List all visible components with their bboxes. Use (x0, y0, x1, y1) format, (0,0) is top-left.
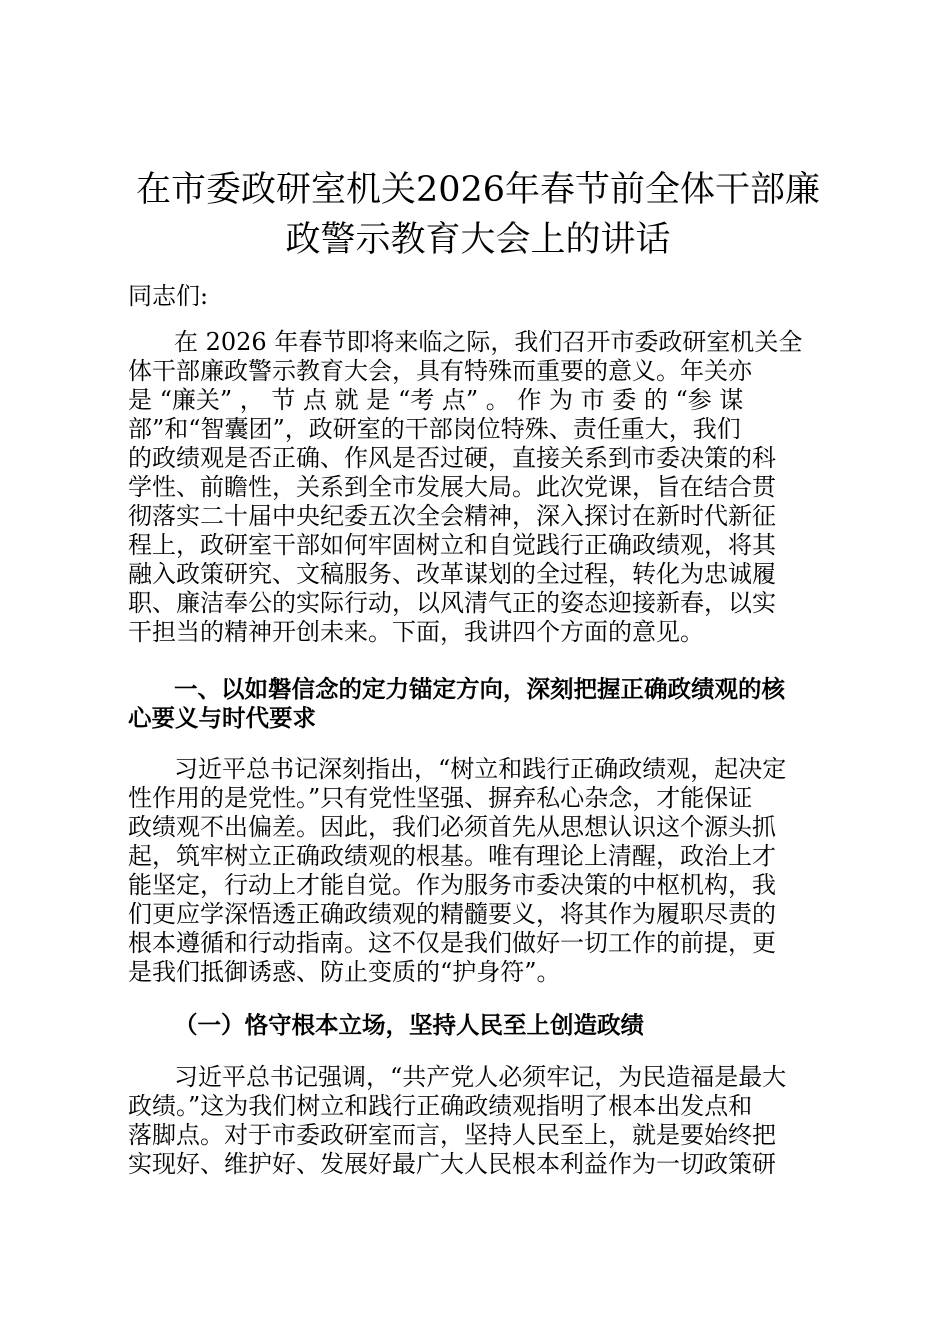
text-line: 的政绩观是否正确、作风是否过硬，直接关系到市委决策的科 (128, 444, 776, 472)
text-line: 能坚定，行动上才能自觉。作为服务市委决策的中枢机构，我 (128, 871, 776, 899)
text-line: 习近平总书记深刻指出，“树立和践行正确政绩观，起决定 (174, 755, 787, 783)
section-heading (128, 675, 828, 733)
title-line: 政警示教育大会上的讲话 (285, 220, 671, 260)
subsection-heading: （一）恪守根本立场，坚持人民至上创造政绩 (174, 1011, 644, 1039)
text-line: 干担当的精神开创未来。下面，我讲四个方面的意见。 (128, 618, 704, 646)
salutation: 同志们: (128, 282, 209, 310)
text-line: 彻落实二十届中央纪委五次全会精神，深入探讨在新时代新征 (128, 502, 776, 530)
text-line: 落脚点。对于市委政研室而言，坚持人民至上，就是要始终把 (128, 1121, 776, 1149)
text-line: 程上，政研室干部如何牢固树立和自觉践行正确政绩观，将其 (128, 531, 776, 559)
heading-line: 心要义与时代要求 (128, 704, 316, 732)
text-line: 在 2026 年春节即将来临之际，我们召开市委政研室机关全 (174, 328, 803, 356)
text-line: 部”和“智囊团”，政研室的干部岗位特殊、责任重大，我们 (128, 415, 741, 443)
document-title (128, 165, 828, 265)
text-line: 是我们抵御诱惑、防止变质的“护身符”。 (128, 958, 561, 986)
intro-paragraph (128, 328, 828, 647)
heading-line: 一、以如磐信念的定力锚定方向，深刻把握正确政绩观的核 (174, 675, 785, 703)
text-line: 是 “廉关” ， 节 点 就 是 “考 点” 。 作 为 市 委 的 “参 谋 (128, 386, 744, 414)
text-line: 政绩观不出偏差。因此，我们必须首先从思想认识这个源头抓 (128, 813, 776, 841)
subsection-paragraph (128, 1063, 828, 1179)
text-line: 根本遵循和行动指南。这不仅是我们做好一切工作的前提，更 (128, 929, 776, 957)
text-line: 融入政策研究、文稿服务、改革谋划的全过程，转化为忠诚履 (128, 560, 776, 588)
text-line: 习近平总书记强调，“共产党人必须牢记，为民造福是最大 (174, 1063, 787, 1091)
title-line: 在市委政研室机关2026年春节前全体干部廉 (135, 170, 821, 210)
text-line: 政绩。”这为我们树立和践行正确政绩观指明了根本出发点和 (128, 1092, 753, 1120)
text-line: 学性、前瞻性，关系到全市发展大局。此次党课，旨在结合贯 (128, 473, 776, 501)
text-line: 性作用的是党性。”只有党性坚强、摒弃私心杂念，才能保证 (128, 784, 753, 812)
text-line: 们更应学深悟透正确政绩观的精髓要义，将其作为履职尽责的 (128, 900, 776, 928)
text-line: 职、廉洁奉公的实际行动，以风清气正的姿态迎接新春，以实 (128, 589, 776, 617)
text-line: 体干部廉政警示教育大会，具有特殊而重要的意义。年关亦 (128, 357, 752, 385)
text-line: 起，筑牢树立正确政绩观的根基。唯有理论上清醒，政治上才 (128, 842, 776, 870)
section-paragraph (128, 755, 828, 987)
text-line: 实现好、维护好、发展好最广大人民根本利益作为一切政策研 (128, 1150, 776, 1178)
